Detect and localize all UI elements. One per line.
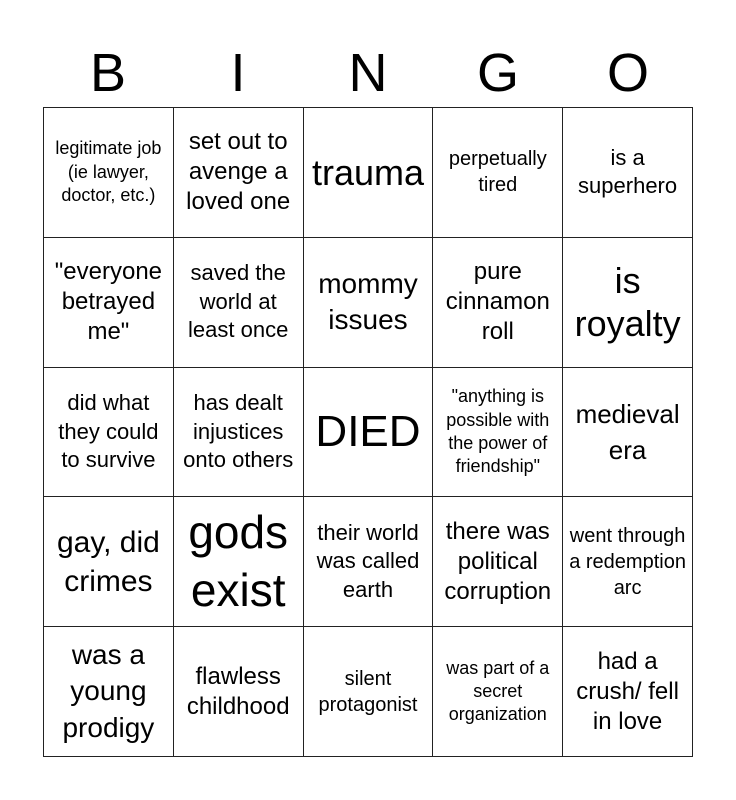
bingo-cell[interactable]: [304, 108, 434, 238]
bingo-cell[interactable]: [304, 238, 434, 368]
cell-text: there was political corruption: [444, 517, 552, 605]
header-letter-b: B: [89, 43, 127, 103]
header-letter-g: G: [476, 43, 519, 103]
bingo-cell[interactable]: [304, 368, 434, 498]
bingo-cell[interactable]: [44, 497, 174, 627]
cell-text: has dealt injustices onto others: [183, 390, 294, 473]
bingo-cell[interactable]: [174, 238, 304, 368]
cell-text: did what they could to survive: [58, 390, 159, 473]
bingo-cell[interactable]: [174, 497, 304, 627]
cell-text: was a young prodigy: [62, 639, 155, 743]
bingo-cell[interactable]: [44, 368, 174, 498]
cell-text: went through a redemption arc: [569, 524, 686, 599]
bingo-cell[interactable]: [433, 108, 563, 238]
bingo-cell[interactable]: [174, 627, 304, 757]
bingo-cell[interactable]: [304, 497, 434, 627]
bingo-cell[interactable]: [44, 627, 174, 757]
cell-text: pure cinnamon roll: [445, 258, 550, 346]
cell-text: mommy issues: [318, 267, 418, 336]
bingo-board: [43, 107, 693, 757]
cell-text: "anything is possible with the power of friendship": [446, 386, 550, 477]
bingo-cell[interactable]: [44, 238, 174, 368]
bingo-cell[interactable]: [563, 108, 693, 238]
cell-text: gay, did crimes: [56, 525, 160, 598]
bingo-cell[interactable]: [174, 108, 304, 238]
bingo-cell[interactable]: [174, 368, 304, 498]
cell-text: flawless childhood: [186, 662, 290, 720]
cell-text: trauma: [311, 151, 425, 193]
header-letter-o: O: [606, 43, 649, 103]
cell-text: silent protagonist: [318, 667, 418, 716]
bingo-cell[interactable]: [563, 497, 693, 627]
bingo-cell[interactable]: [433, 627, 563, 757]
bingo-cell[interactable]: [433, 368, 563, 498]
cell-text: their world was called earth: [316, 519, 420, 603]
bingo-cell[interactable]: [304, 627, 434, 757]
cell-text: set out to avenge a loved one: [186, 128, 291, 216]
bingo-cell[interactable]: [563, 368, 693, 498]
bingo-cell[interactable]: [433, 497, 563, 627]
cell-text: perpetually tired: [448, 148, 547, 197]
bingo-cell[interactable]: [563, 238, 693, 368]
header-letter-n: N: [348, 43, 388, 103]
cell-text: had a crush/ fell in love: [576, 647, 679, 735]
cell-text: saved the world at least once: [188, 260, 289, 343]
cell-text: gods exist: [188, 506, 289, 616]
cell-text: is royalty: [574, 260, 681, 345]
cell-text: "everyone betrayed me": [54, 258, 163, 346]
cell-text: is a superhero: [578, 144, 678, 199]
bingo-cell[interactable]: [433, 238, 563, 368]
bingo-cell[interactable]: [563, 627, 693, 757]
header-letter-i: I: [230, 43, 246, 103]
cell-text: legitimate job (ie lawyer, doctor, etc.): [55, 138, 162, 206]
bingo-header: [43, 40, 693, 106]
bingo-cell[interactable]: [44, 108, 174, 238]
cell-text: DIED: [315, 406, 421, 456]
cell-text: was part of a secret organization: [446, 657, 550, 725]
cell-text: medieval era: [575, 398, 680, 465]
